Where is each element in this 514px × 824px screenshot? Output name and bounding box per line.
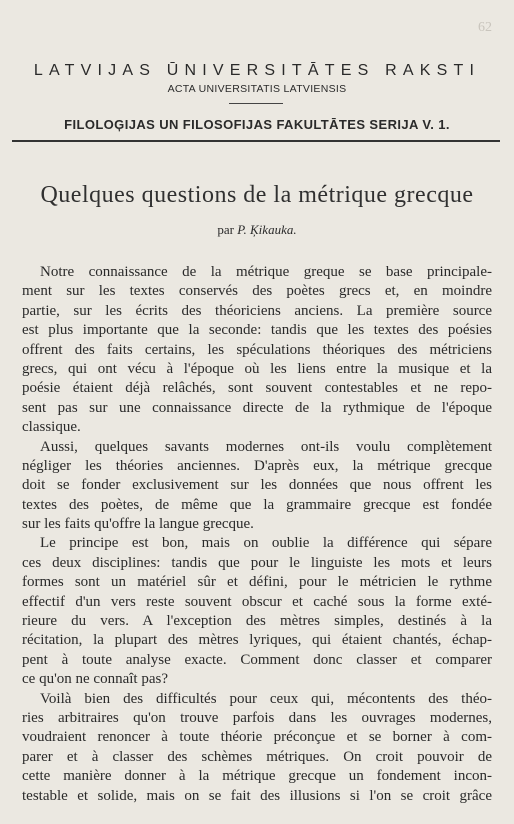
text-line: sur les faits qu'offre la langue grecque. <box>22 516 254 533</box>
text-line: est plus importante que la seconde: tandis que les textes des poésies <box>22 322 492 339</box>
text-line: ce qu'on ne connaît pas? <box>22 671 168 688</box>
text-line: pent à toute analyse exacte. Comment donc classer et comparer <box>22 651 492 668</box>
author-name: P. Ķikauka. <box>237 222 297 237</box>
text-line: récitation, la plupart des mètres lyriques, qui étaient chantés, échap- <box>22 632 492 649</box>
text-line: négliger les théories anciennes. D'après eux, la métrique grecque <box>22 457 492 474</box>
text-line: grecs, qui ont vécu à l'époque où les liens entre la musique et la <box>22 360 492 377</box>
text-line: rieure du vers. A l'exception des mètres simples, destinés à la <box>22 613 492 630</box>
text-line: formes sont un matériel sûr et défini, pour le métricien le rythme <box>22 574 492 591</box>
text-line: textes des poètes, de même que la grammaire grecque est fondée <box>22 496 492 513</box>
text-line: Notre connaissance de la métrique greque se base principale- <box>40 264 492 280</box>
header-rule-divider <box>12 140 500 142</box>
faculty-series-heading: FILOLOĢIJAS UN FILOSOFIJAS FAKULTĀTES SERIJA V. 1. <box>64 117 450 132</box>
text-line: voudraient renoncer à toute théorie préconçue et se borner à com- <box>22 729 492 746</box>
text-line: Le principe est bon, mais on oublie la différence qui sépare <box>40 535 492 552</box>
text-line: partie, sur les écrits des théoriciens anciens. La première source <box>22 302 492 319</box>
text-line: poésie étaient déjà relâchés, sont souvent contestables et ne repo- <box>22 380 492 397</box>
text-line: ries arbitraires qu'on trouve parfois dans les ouvrages modernes, <box>22 709 492 726</box>
text-line: doit se fonder exclusivement sur les données que nous offrent les <box>22 477 492 494</box>
journal-title: LATVIJAS ŪNIVERSITĀTES RAKSTI <box>33 62 481 79</box>
journal-subtitle: ACTA UNIVERSITATIS LATVIENSIS <box>167 83 347 95</box>
page-number: 62 <box>478 20 492 35</box>
author-prefix: par <box>217 222 234 237</box>
article-title: Quelques questions de la métrique grecque <box>40 182 474 208</box>
text-line: ces deux disciplines: tandis que pour le linguiste les mots et leurs <box>22 554 492 571</box>
text-line: sent pas sur une connaissance directe de la rythmique de l'époque <box>22 399 492 416</box>
text-line: Aussi, quelques savants modernes ont-ils voulu complètement <box>40 438 492 455</box>
body-text <box>22 263 492 806</box>
text-line: classique. <box>22 419 81 436</box>
text-line: cette manière donner à la métrique grecque un fondement incon- <box>22 768 492 785</box>
author-line <box>0 222 514 238</box>
text-line: Voilà bien des difficultés pour ceux qui, mécontents des théo- <box>40 690 492 707</box>
text-line: parer et à classer des schèmes métriques. On croit pouvoir de <box>22 748 492 765</box>
text-line: ment sur les textes conservés des poètes grecs et, en moindre <box>22 283 492 300</box>
text-line: testable et solide, mais on se fait des illusions si l'on se croit grâce <box>22 787 492 804</box>
text-line: offrent des faits certains, les spéculations théoriques des métriciens <box>22 341 492 358</box>
short-rule-divider <box>229 103 283 104</box>
text-line: effectif d'un vers reste souvent obscur et caché sous la forme exté- <box>22 593 492 610</box>
